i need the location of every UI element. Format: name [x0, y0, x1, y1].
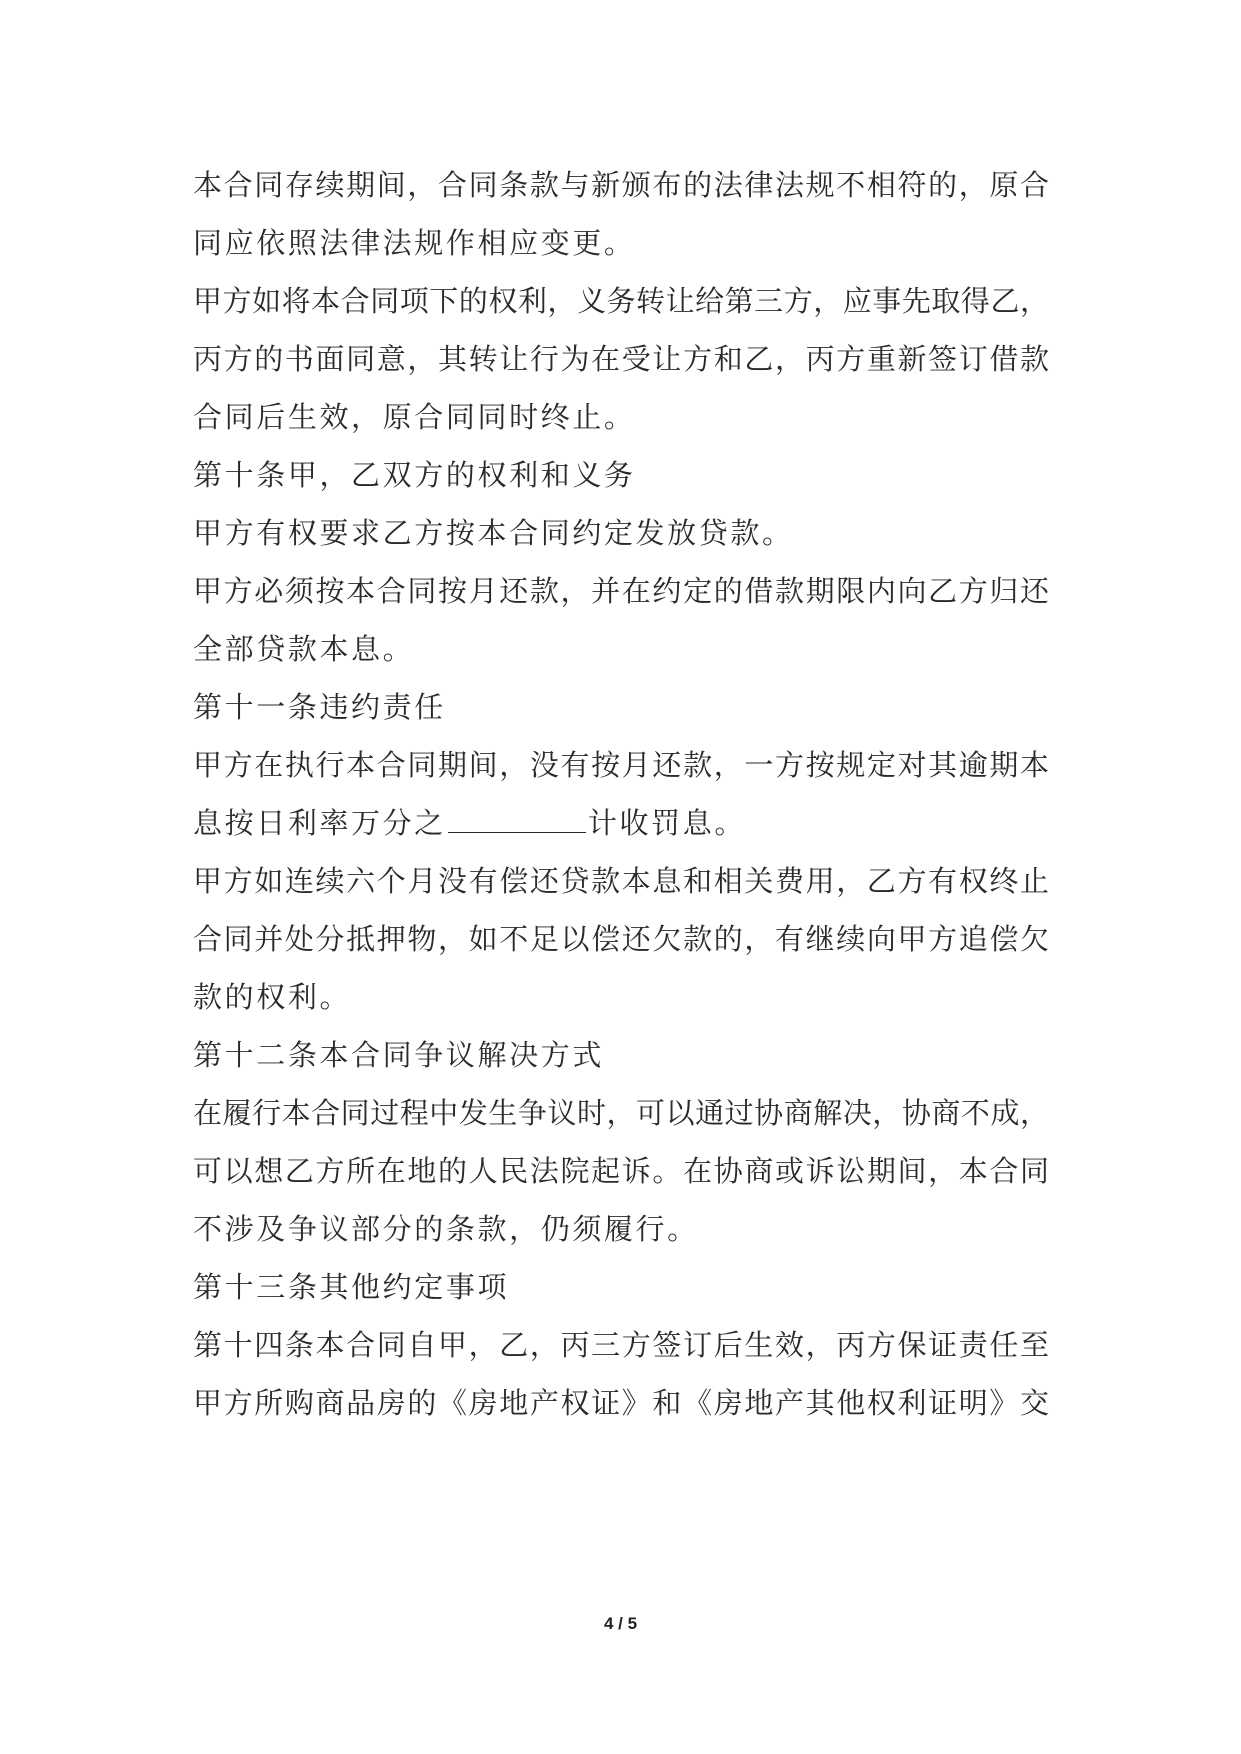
section-heading: 第十一条违约责任 [193, 690, 446, 724]
section-heading: 第十二条本合同争议解决方式 [193, 1038, 604, 1072]
text-line: 甲方如连续六个月没有偿还贷款本息和相关费用，乙方有权终止 [193, 864, 1049, 898]
fill-in-blank [448, 810, 586, 833]
text-line: 甲方所购商品房的《房地产权证》和《房地产其他权利证明》交 [193, 1386, 1049, 1420]
text-fragment: 计收罚息。 [587, 806, 746, 840]
section-heading: 第十条甲，乙双方的权利和义务 [193, 458, 636, 492]
text-line: 甲方如将本合同项下的权利，义务转让给第三方，应事先取得乙， [193, 284, 1049, 318]
section-heading: 第十三条其他约定事项 [193, 1270, 510, 1304]
text-line-with-blank [193, 794, 1049, 852]
text-line: 不涉及争议部分的条款，仍须履行。 [193, 1212, 699, 1246]
text-line: 甲方必须按本合同按月还款，并在约定的借款期限内向乙方归还 [193, 574, 1049, 608]
text-line: 甲方在执行本合同期间，没有按月还款，一方按规定对其逾期本 [193, 748, 1049, 782]
page-number: 4 / 5 [603, 1614, 638, 1633]
text-line: 合同并处分抵押物，如不足以偿还欠款的，有继续向甲方追偿欠 [193, 922, 1049, 956]
text-line: 可以想乙方所在地的人民法院起诉。在协商或诉讼期间，本合同 [193, 1154, 1049, 1188]
text-line: 丙方的书面同意，其转让行为在受让方和乙，丙方重新签订借款 [193, 342, 1049, 376]
text-line: 合同后生效，原合同同时终止。 [193, 400, 636, 434]
text-line: 甲方有权要求乙方按本合同约定发放贷款。 [193, 516, 794, 550]
text-line: 款的权利。 [193, 980, 352, 1014]
text-line: 在履行本合同过程中发生争议时，可以通过协商解决，协商不成， [193, 1096, 1049, 1130]
text-line: 本合同存续期间，合同条款与新颁布的法律法规不相符的，原合 [193, 168, 1049, 202]
text-line: 全部贷款本息。 [193, 632, 415, 666]
text-line: 第十四条本合同自甲，乙，丙三方签订后生效，丙方保证责任至 [193, 1328, 1049, 1362]
document-body [193, 156, 1049, 1432]
text-line: 同应依照法律法规作相应变更。 [193, 226, 636, 260]
text-fragment: 息按日利率万分之 [193, 806, 446, 840]
